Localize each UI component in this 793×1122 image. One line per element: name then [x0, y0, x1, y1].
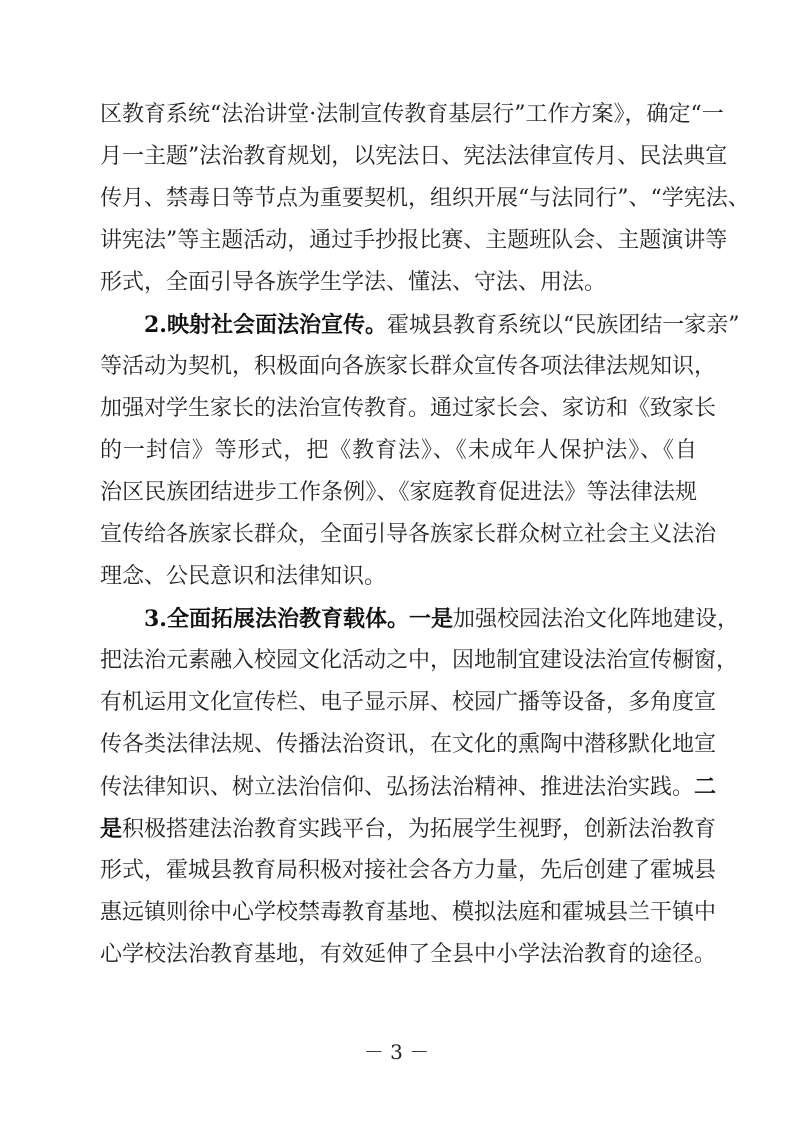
- paragraph3-line-9: 心学校法治教育基地，有效延伸了全县中小学法治教育的途径。: [100, 942, 717, 967]
- paragraph3-line-1: [144, 604, 739, 634]
- paragraph2-line-5: 治区民族团结进步工作条例》、《家庭教育促进法》等法律法规: [100, 480, 697, 505]
- paragraph1-line-4: 讲宪法”等主题活动，通过手抄报比赛、主题班队会、主题演讲等: [100, 228, 728, 253]
- paragraph3-line-6-text: 积极搭建法治教育实践平台，为拓展学生视野，创新法治教育: [122, 817, 717, 842]
- page-number: － 3 －: [363, 1040, 430, 1064]
- paragraph2-line-1: [144, 310, 740, 340]
- paragraph3-marker-two-a: 二: [694, 774, 717, 800]
- paragraph3-line-8: 惠远镇则徐中心学校禁毒教育基地、模拟法庭和霍城县兰干镇中: [100, 900, 717, 925]
- paragraph3-line-2: 把法治元素融入校园文化活动之中，因地制宜建设法治宣传橱窗，: [100, 648, 739, 673]
- paragraph3-heading: 3.全面拓展法治教育载体。: [144, 606, 409, 632]
- paragraph1-line-2: 月一主题”法治教育规划，以宪法日、宪法法律宣传月、民法典宣: [100, 144, 728, 169]
- paragraph1-line-3: 传月、禁毒日等节点为重要契机，组织开展“与法同行”、“学宪法、: [100, 186, 750, 211]
- paragraph3-line-5-text: 传法律知识、树立法治信仰、弘扬法治精神、推进法治实践。: [100, 775, 695, 800]
- paragraph2-line-1-text: 霍城县教育系统以“民族团结一家亲”: [386, 313, 740, 338]
- paragraph3-line-7: 形式，霍城县教育局积极对接社会各方力量，先后创建了霍城县: [100, 858, 717, 883]
- paragraph2-line-6: 宣传给各族家长群众，全面引导各族家长群众树立社会主义法治: [100, 522, 717, 547]
- paragraph3-marker-two-b: 是: [100, 816, 123, 842]
- paragraph2-line-3: 加强对学生家长的法治宣传教育。通过家长会、家访和《致家长: [100, 396, 717, 421]
- paragraph2-heading: 2.映射社会面法治宣传。: [144, 312, 387, 338]
- paragraph3-line-5: [100, 772, 717, 802]
- paragraph1-line-1: 区教育系统“法治讲堂·法制宣传教育基层行”工作方案》，确定“一: [100, 102, 724, 127]
- paragraph3-line-1-text: 加强校园法治文化阵地建设，: [452, 607, 739, 632]
- paragraph3-marker-one: 一是: [408, 606, 453, 632]
- paragraph3-line-4: 传各类法律法规、传播法治资讯，在文化的熏陶中潜移默化地宣: [100, 732, 717, 757]
- paragraph2-line-2: 等活动为契机，积极面向各族家长群众宣传各项法律法规知识，: [100, 354, 717, 379]
- paragraph3-line-3: 有机运用文化宣传栏、电子显示屏、校园广播等设备，多角度宣: [100, 690, 717, 715]
- paragraph2-line-7: 理念、公民意识和法律知识。: [100, 564, 387, 589]
- paragraph3-line-6: [100, 814, 717, 844]
- paragraph2-line-4: 的一封信》等形式，把《教育法》、《未成年人保护法》、《自: [100, 438, 697, 463]
- paragraph1-line-5: 形式，全面引导各族学生学法、懂法、守法、用法。: [100, 270, 607, 295]
